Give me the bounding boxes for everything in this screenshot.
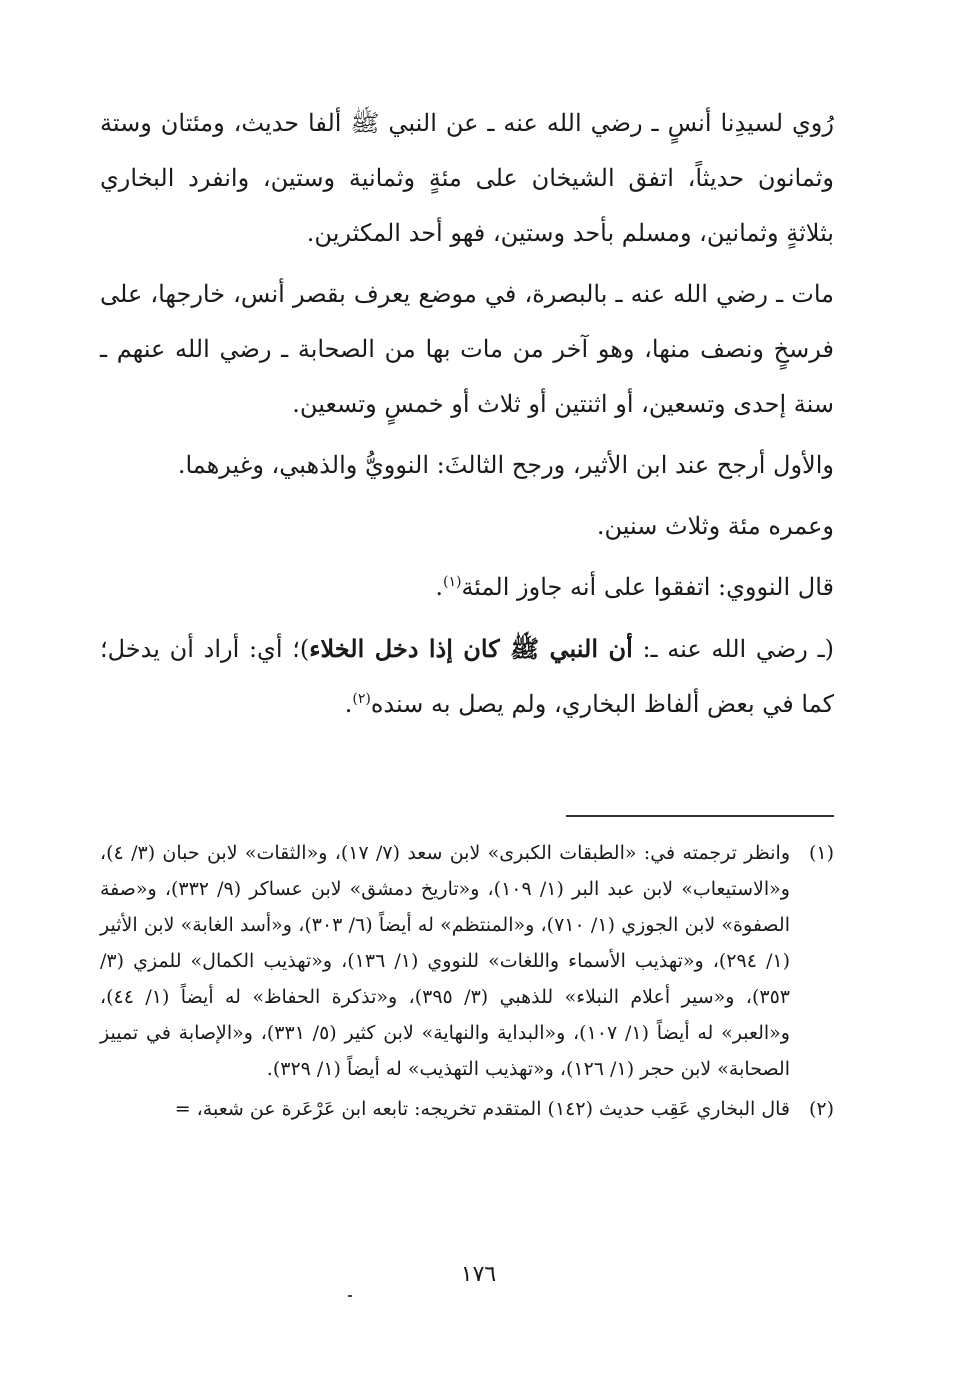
paragraph-3: والأول أرجح عند ابن الأثير، ورجح الثالثَ: النوويُّ والذهبي، وغيرهما. xyxy=(177,451,834,479)
footnote-text: وانظر ترجمته في: «الطبقات الكبرى» لابن سعد (٧/ ١٧)، و«الثقات» لابن حبان (٣/ ٤)، و«الاستيعاب» لابن عبد البر (١/ ١٠٩)، و«تاريخ دمشق» لابن عساكر (٩/ ٣٣٢)، و«صفة الصفوة» لابن الجوزي (١/ ٧١٠)، و«المنتظم» له أيضاً (٦/ ٣٠٣)، و«أسد الغابة» لابن الأثير (١/ ٢٩٤)، و«تهذيب الأسماء واللغات» للنووي (١/ ١٣٦)، و«تهذيب الكمال» للمزي (٣/ ٣٥٣)، و«سير أعلام النبلاء» للذهبي (٣/ ٣٩٥)، و«تذكرة الحفاظ» له أيضاً (١/ ٤٤)، و«العبر» له أيضاً (١/ ١٠٧)، و«البداية والنهاية» لابن كثير (٥/ ٣٣١)، و«الإصابة في تمييز الصحابة» لابن حجر (١/ ١٢٦)، و«تهذيب التهذيب» له أيضاً (١/ ٣٢٩). xyxy=(100,842,790,1080)
paragraph-5-text: قال النووي: اتفقوا على أنه جاوز المئة xyxy=(461,573,834,601)
footnotes xyxy=(100,835,834,1131)
footnote-1 xyxy=(100,835,834,1087)
paragraph-6-open: (ـ رضي الله عنه ـ: xyxy=(632,635,835,663)
scan-speck xyxy=(348,1295,352,1297)
paragraph-4: وعمره مئة وثلاث سنين. xyxy=(596,512,834,540)
footnote-2 xyxy=(100,1091,834,1127)
paragraph-5-end: . xyxy=(435,573,443,601)
footnote-divider xyxy=(566,815,834,817)
footnote-number: (١) xyxy=(808,842,834,864)
paragraph-2: مات ـ رضي الله عنه ـ بالبصرة، في موضع يعرف بقصر أنس، خارجها، على فرسخٍ ونصف منها، وهو آخر من مات بها من الصحابة ـ رضي الله عنهم ـ سنة إحدى وتسعين، أو اثنتين أو ثلاث أو خمسٍ وتسعين. xyxy=(100,280,834,418)
main-text xyxy=(100,96,834,738)
footnote-text: قال البخاري عَقِب حديث (١٤٢) المتقدم تخريجه: تابعه ابن عَرْعَرة عن شعبة، = xyxy=(174,1098,790,1120)
footnote-number: (٢) xyxy=(808,1098,834,1120)
paragraph-6-rest: )؛ أي: أراد أن يدخل؛ كما في بعض ألفاظ البخاري، ولم يصل به سنده xyxy=(100,635,834,718)
paragraph-5 xyxy=(100,560,834,615)
hadith-quote: أن النبي ﷺ كان إذا دخل الخلاء xyxy=(309,634,633,663)
footnote-ref-2[interactable]: (٢) xyxy=(352,691,371,707)
footnote-ref-1[interactable]: (١) xyxy=(442,574,462,590)
paragraph-6-end: . xyxy=(344,690,353,718)
page-number: ١٧٦ xyxy=(460,1262,497,1287)
paragraph-6 xyxy=(100,621,834,732)
paragraph-1: رُوي لسيدِنا أنسٍ ـ رضي الله عنه ـ عن النبي ﷺ ألفا حديث، ومئتان وستة وثمانون حديثاً، اتفق الشيخان على مئةٍ وثمانية وستين، وانفرد البخاري بثلاثةٍ وثمانين، ومسلم بأحد وستين، فهو أحد المكثرين. xyxy=(100,109,834,247)
